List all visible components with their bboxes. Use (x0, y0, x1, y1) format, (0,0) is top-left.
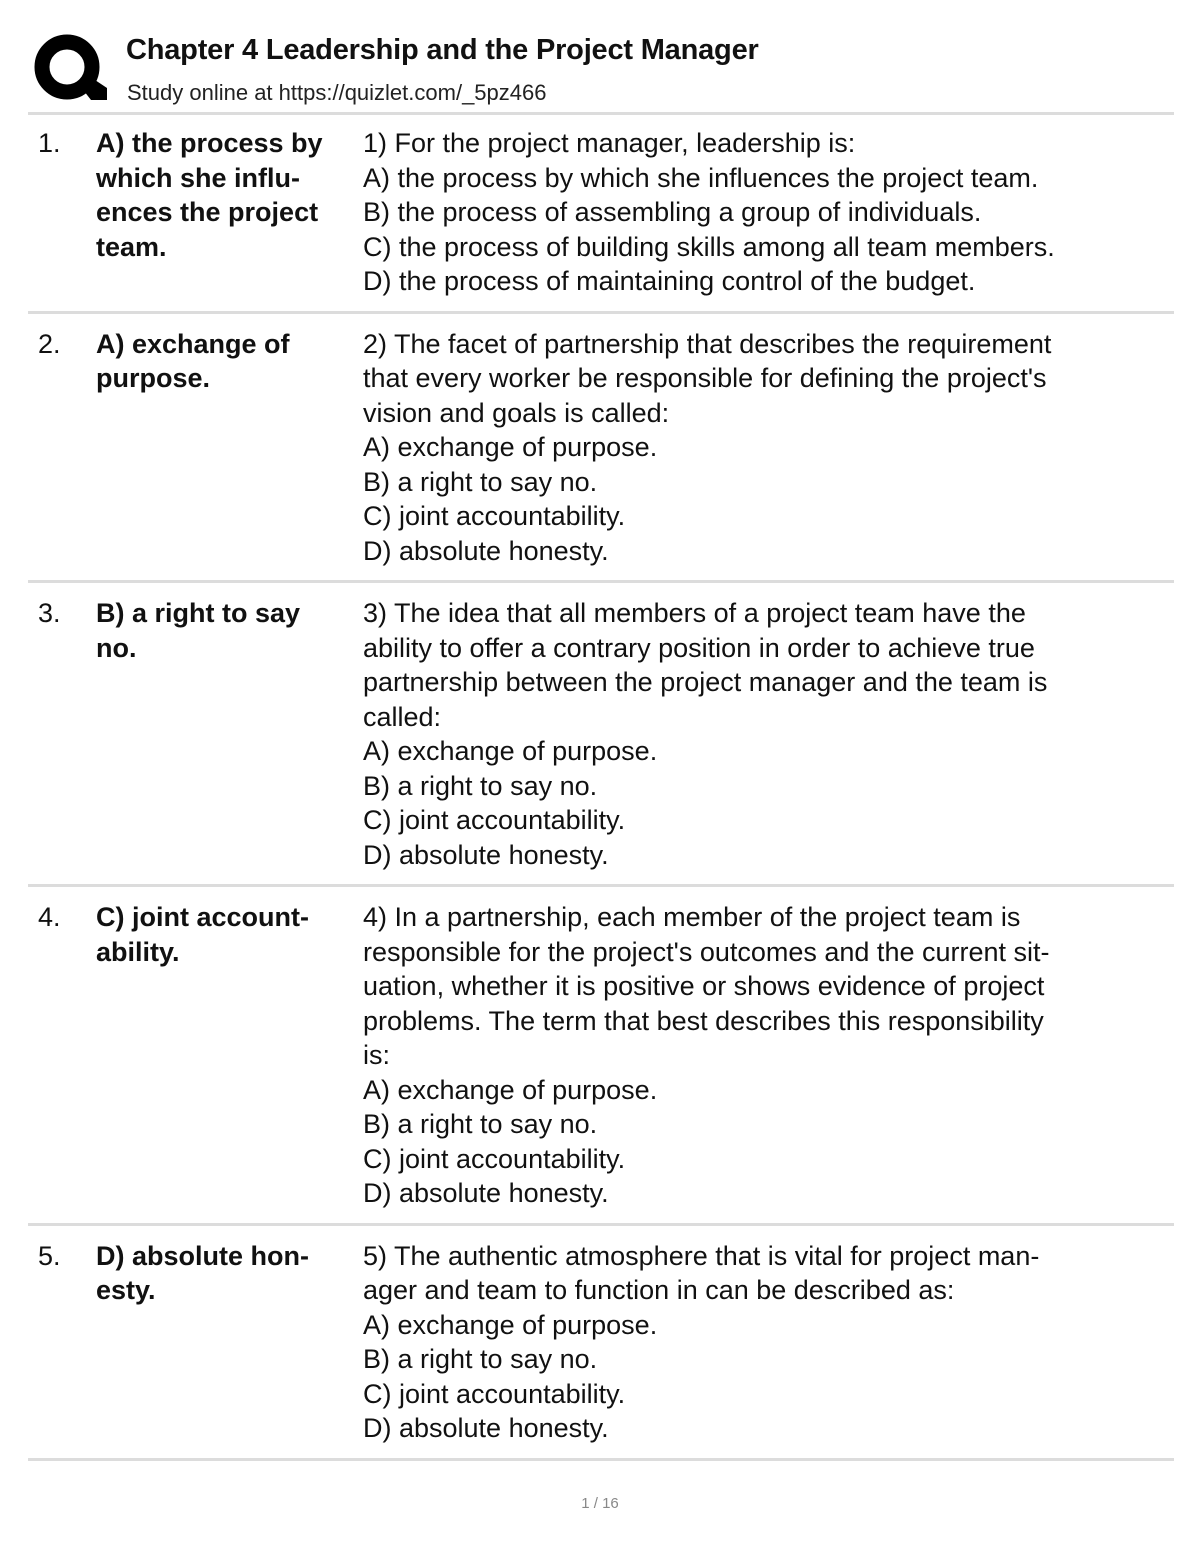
term-line: B) a right to say (96, 598, 301, 628)
quizlet-logo-icon (31, 30, 107, 106)
card-number: 1. (38, 128, 61, 158)
definition-line: ager and team to function in can be described as: (363, 1275, 955, 1305)
term-line: D) absolute hon- (96, 1240, 309, 1271)
card-definition (363, 126, 1163, 299)
definition-line: partnership between the project manager and the team is (363, 667, 1048, 697)
flashcard-list (28, 113, 1174, 1461)
definition-line: A) the process by which she influences the project team. (363, 162, 1039, 193)
definition-line: called: (363, 701, 442, 732)
card-number: 3. (38, 598, 61, 628)
definition-line: 4) In a partnership, each member of the project team is (363, 902, 1021, 932)
definition-line: A) exchange of purpose. (363, 736, 658, 766)
card-term (96, 1239, 358, 1308)
definition-line: ability to offer a contrary position in order to achieve true (363, 632, 1035, 663)
flashcard-row (28, 887, 1174, 1226)
term-line: C) joint account- (96, 902, 309, 932)
definition-line: D) absolute honesty. (363, 535, 609, 566)
definition-line: B) the process of assembling a group of individuals. (363, 197, 982, 227)
definition-line: D) the process of maintaining control of the budget. (363, 266, 976, 296)
definition-line: C) joint accountability. (363, 1378, 626, 1409)
definition-line: responsible for the project's outcomes and the current sit- (363, 936, 1050, 967)
card-term (96, 900, 358, 969)
definition-line: C) the process of building skills among all team members. (363, 231, 1055, 262)
definition-line: that every worker be responsible for defining the project's (363, 363, 1047, 393)
definition-line: B) a right to say no. (363, 1344, 598, 1374)
term-line: ences the project (96, 197, 319, 227)
flashcard-row (28, 583, 1174, 887)
card-term (96, 596, 358, 665)
definition-line: uation, whether it is positive or shows evidence of project (363, 971, 1045, 1001)
definition-line: A) exchange of purpose. (363, 432, 658, 462)
definition-line: D) absolute honesty. (363, 1413, 609, 1443)
definition-line: D) absolute honesty. (363, 1178, 609, 1208)
definition-line: 2) The facet of partnership that describes the requirement (363, 328, 1052, 359)
card-definition (363, 327, 1163, 569)
term-line: esty. (96, 1275, 156, 1305)
card-number: 2. (38, 328, 61, 359)
term-line: ability. (96, 936, 180, 967)
definition-line: C) joint accountability. (363, 805, 626, 835)
card-number: 5. (38, 1240, 61, 1271)
definition-line: is: (363, 1040, 390, 1070)
card-definition (363, 1239, 1163, 1446)
card-definition (363, 596, 1163, 872)
definition-line: D) absolute honesty. (363, 839, 609, 870)
definition-line: C) joint accountability. (363, 1143, 626, 1174)
page-title: Chapter 4 Leadership and the Project Manager (126, 34, 759, 66)
flashcard-row (28, 1226, 1174, 1461)
definition-line: 5) The authentic atmosphere that is vital for project man- (363, 1240, 1040, 1271)
definition-line: B) a right to say no. (363, 1109, 598, 1139)
page-number: 1 / 16 (581, 1495, 619, 1512)
term-line: no. (96, 632, 137, 663)
definition-line: vision and goals is called: (363, 397, 670, 428)
term-line: A) the process by (96, 128, 323, 158)
definition-line: 3) The idea that all members of a project team have the (363, 598, 1026, 628)
card-definition (363, 900, 1163, 1211)
definition-line: C) joint accountability. (363, 501, 626, 531)
definition-line: B) a right to say no. (363, 466, 598, 497)
definition-line: problems. The term that best describes this responsibility (363, 1005, 1044, 1036)
term-line: A) exchange of (96, 328, 290, 359)
term-line: purpose. (96, 363, 211, 393)
definition-line: A) exchange of purpose. (363, 1074, 658, 1105)
definition-line: A) exchange of purpose. (363, 1309, 658, 1340)
term-line: team. (96, 231, 167, 262)
flashcard-row (28, 113, 1174, 314)
definition-line: 1) For the project manager, leadership is: (363, 128, 856, 158)
definition-line: B) a right to say no. (363, 770, 598, 801)
card-term (96, 327, 358, 396)
term-line: which she influ- (96, 162, 301, 193)
flashcard-row (28, 314, 1174, 584)
document-header (28, 26, 1174, 110)
study-link-text: Study online at https://quizlet.com/_5pz466 (127, 80, 547, 105)
card-term (96, 126, 358, 264)
card-number: 4. (38, 902, 61, 932)
